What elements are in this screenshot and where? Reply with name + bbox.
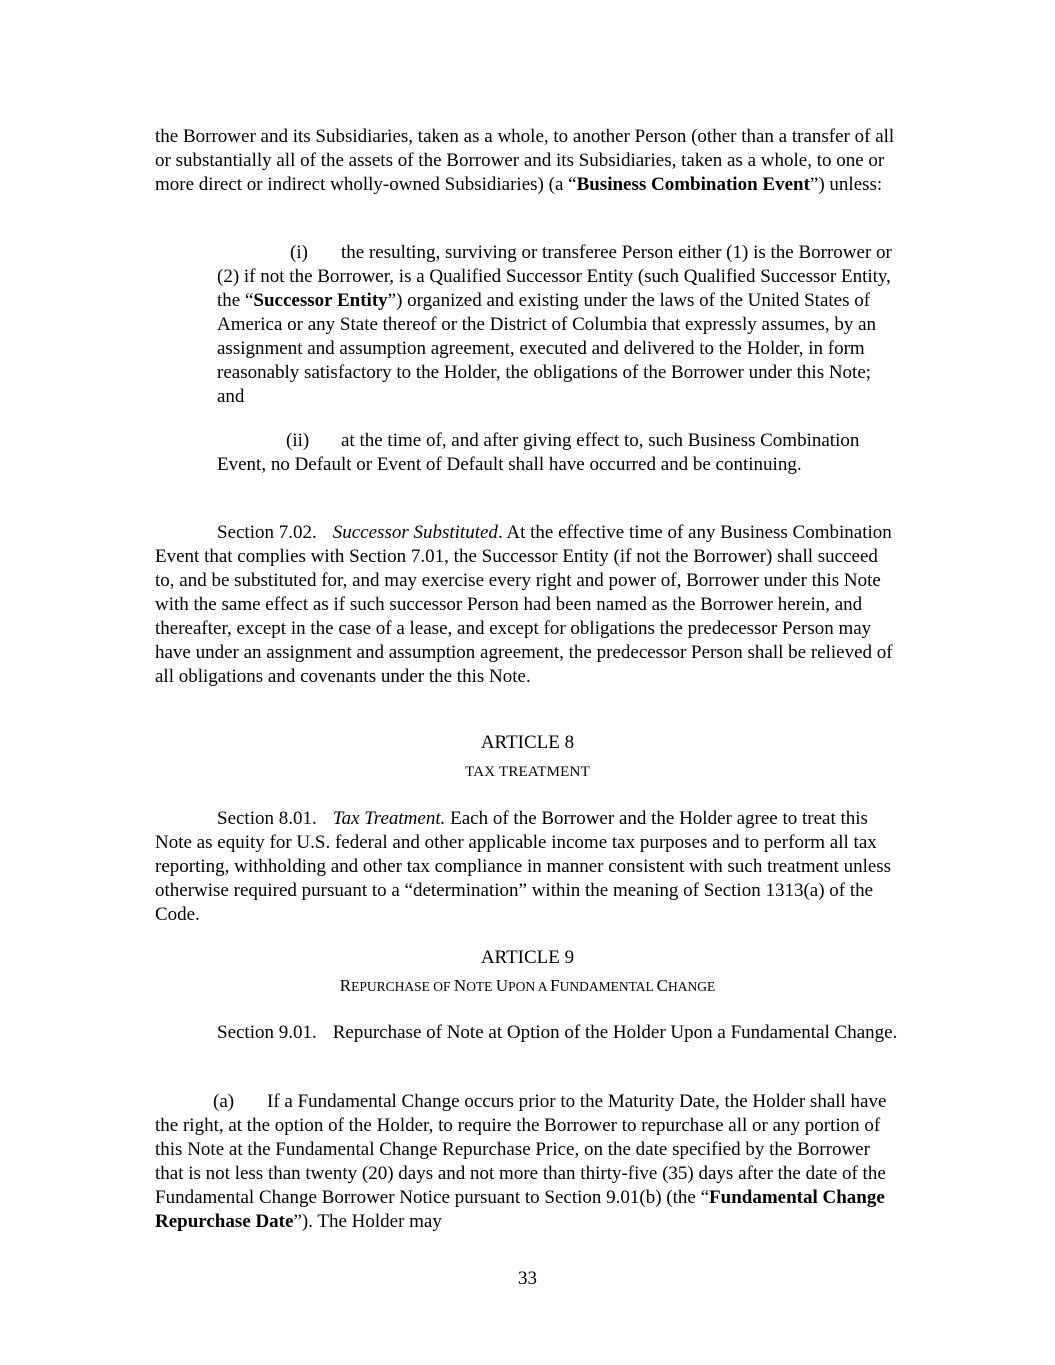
section-number: Section 8.01. — [217, 808, 317, 829]
smallcap-rest: PON A — [508, 979, 551, 994]
smallcap-rest: HANGE — [667, 979, 716, 994]
section-number: Section 9.01. — [217, 1022, 317, 1043]
clause-i — [217, 241, 900, 409]
article-8-subheading: TAX TREATMENT — [465, 764, 590, 780]
smallcap-initial: R — [339, 976, 352, 995]
defined-term: Successor Entity — [253, 290, 388, 311]
article-9-heading: ARTICLE 9 — [480, 947, 575, 968]
clause-text: ”) organized and existing under the laws of the United States of America or any State thereof or the District of Columbia that expressly assumes, by an assignment and assumption agreement, executed and delivered to the Holder, in form reasonably satisfactory to the Holder, the obligations of the Borrower under this Note; and — [217, 290, 877, 407]
smallcap-rest: OTE — [466, 979, 496, 994]
clause-a — [155, 1090, 900, 1234]
defined-term: Fundamental Change Repurchase Date — [155, 1187, 885, 1232]
clause-label: (a) — [213, 1091, 235, 1112]
section-7-02 — [155, 521, 900, 689]
clause-label: (i) — [290, 242, 308, 263]
smallcap-initial: N — [453, 976, 467, 995]
section-8-01 — [155, 807, 900, 927]
section-number: Section 7.02. — [217, 522, 317, 543]
clause-text: ”). The Holder may — [293, 1211, 442, 1232]
section-9-01 — [155, 1021, 900, 1045]
smallcap-initial: F — [550, 976, 560, 995]
smallcap-rest: EPURCHASE OF — [351, 979, 454, 994]
smallcap-initial: U — [495, 976, 509, 995]
clause-ii — [217, 429, 900, 477]
clause-label: (ii) — [286, 430, 310, 451]
paragraph-text: the Borrower and its Subsidiaries, taken as a whole, to another Person (other than a transfer of all or substantially all of the assets of the Borrower and its Subsidiaries, taken as a whole, to one or more direct or indirect wholly-owned Subsidiaries) (a “ — [155, 126, 895, 195]
paragraph-business-combination — [155, 125, 900, 197]
clause-text: If a Fundamental Change occurs prior to the Maturity Date, the Holder shall have the right, at the option of the Holder, to require the Borrower to repurchase all or any portion of this Note at the Fundamental Change Repurchase Price, on the date specified by the Borrower that is not less than twenty (20) days and not more than thirty-five (35) days after the date of the Fundamental Change Borrower Notice pursuant to Section 9.01(b) (the “ — [155, 1091, 887, 1208]
defined-term: Business Combination Event — [576, 174, 810, 195]
article-9-subheading — [0, 974, 1055, 999]
clause-text: the resulting, surviving or transferee Person either (1) is the Borrower or (2) if not the Borrower, is a Qualified Successor Entity (such Qualified Successor Entity, the “ — [217, 242, 892, 311]
section-title: Successor Substituted — [332, 522, 498, 543]
section-title: Repurchase of Note at Option of the Holder Upon a Fundamental Change. — [332, 1022, 898, 1043]
section-text: . At the effective time of any Business Combination Event that complies with Section 7.01, the Successor Entity (if not the Borrower) shall succeed to, and be substituted for, and may exercise every right and power of, Borrower under this Note with the same effect as if such successor Person had been named as the Borrower herein, and thereafter, except in the case of a lease, and except for obligations the predecessor Person may have under an assignment and assumption agreement, the predecessor Person shall be relieved of all obligations and covenants under the this Note. — [155, 522, 893, 687]
smallcap-rest: UNDAMENTAL — [559, 979, 657, 994]
clause-text: at the time of, and after giving effect to, such Business Combination Event, no Default or Event of Default shall have occurred and be continuing. — [217, 430, 860, 475]
paragraph-text: ”) unless: — [809, 174, 883, 195]
article-8-heading: ARTICLE 8 — [480, 732, 575, 753]
page-number: 33 — [518, 1268, 537, 1289]
section-title: Tax Treatment. — [332, 808, 446, 829]
section-text: Each of the Borrower and the Holder agree to treat this Note as equity for U.S. federal and other applicable income tax purposes and to perform all tax reporting, withholding and other tax compliance in manner consistent with such treatment unless otherwise required pursuant to a “determination” within the meaning of Section 1313(a) of the Code. — [155, 808, 892, 925]
smallcap-initial: C — [656, 976, 668, 995]
